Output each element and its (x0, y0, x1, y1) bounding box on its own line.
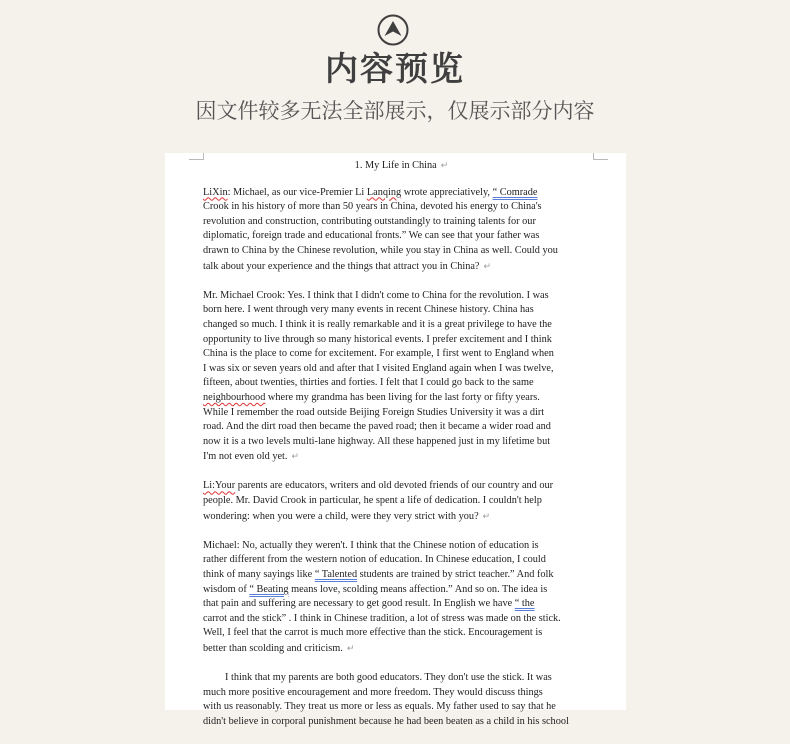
text-line (203, 362, 600, 377)
text-run: revolution and construction, contributing outstandingly to training talents for our (203, 215, 536, 227)
text-run: wondering: when you were a child, were they very strict with you? (203, 510, 479, 522)
text-run: I think that my parents are both good educators. They don't use the stick. It was (225, 672, 552, 684)
text-line (203, 626, 600, 641)
preview-banner (0, 0, 790, 150)
text-run: : Michael, as our vice-Premier Li (227, 186, 367, 198)
text-run: diplomatic, foreign trade and educational fronts.” We can see that your father was (203, 230, 540, 242)
text-line (203, 449, 600, 465)
text-run: now it is a two levels multi-lane highway. All these happened just in my lifetime but (203, 435, 551, 447)
text-run: didn't believe in corporal punishment because he had been beaten as a child in his school (203, 715, 569, 727)
text-line (203, 200, 600, 215)
text-line (203, 597, 600, 612)
text-line (203, 583, 600, 598)
text-run: parents are educators, writers and old devoted friends of our country and our (235, 480, 554, 492)
text-run: drawn to China by the Chinese revolution, while you stay in China as well. Could you (203, 244, 558, 256)
paragraph-mark: ↵ (482, 510, 491, 521)
text-line (203, 641, 600, 657)
document-paragraphs (203, 186, 600, 730)
document-paragraph (203, 186, 600, 275)
upload-arrow-icon (377, 14, 409, 46)
paragraph-mark: ↵ (483, 260, 492, 271)
text-line (203, 303, 600, 318)
text-line (203, 333, 600, 348)
text-run: I'm not even old yet. (203, 451, 288, 463)
text-line (203, 612, 600, 627)
text-run: where my grandma has been living for the last forty or fifty years. (265, 391, 540, 403)
page-subtitle: 因文件较多无法全部展示，仅展示部分内容 (195, 99, 595, 123)
paragraph-mark: ↵ (440, 160, 449, 170)
text-run: Crook in his history of more than 50 years in China, devoted his energy to China's (203, 201, 542, 213)
text-line (203, 406, 600, 421)
text-run: means love, scolding means affection.” And so on. The idea is (288, 583, 548, 595)
text-line (203, 318, 600, 333)
text-run: rather different from the western notion of education. In Chinese education, I could (203, 554, 546, 566)
text-run: students are trained by strict teacher.” And folk (357, 569, 554, 581)
text-run: talk about your experience and the things that attract you in China? (203, 260, 480, 272)
grammar-underlined-word: “ Beating (249, 583, 289, 595)
text-run: fifteen, about twenties, thirties and forties. I felt that I could go back to the same (203, 377, 534, 389)
text-run: think of many sayings like (203, 569, 315, 581)
document-paragraph (203, 671, 600, 729)
text-line (203, 215, 600, 230)
text-line (203, 376, 600, 391)
text-line (203, 494, 600, 509)
text-line (203, 700, 600, 715)
document-paragraph (203, 539, 600, 657)
grammar-underlined-word: “ Talented (314, 569, 358, 581)
text-line (203, 568, 600, 583)
text-run: changed so much. I think it is really remarkable and it is a great privilege to have the (203, 318, 552, 330)
text-run: wisdom of (203, 583, 250, 595)
text-line (203, 259, 600, 275)
text-line (203, 289, 600, 304)
grammar-underlined-word: “ Comrade (492, 186, 538, 198)
text-line (203, 347, 600, 362)
text-run: people. Mr. David Crook in particular, he spent a life of dedication. I couldn't help (203, 495, 542, 507)
spellcheck-underlined-word: Lanqing (366, 186, 402, 198)
text-line (203, 479, 600, 494)
document-body (203, 158, 600, 744)
text-run: Well, I feel that the carrot is much more effective than the stick. Encouragement is (203, 627, 543, 639)
text-run: While I remember the road outside Beijing Foreign Studies University it was a dirt (203, 406, 545, 418)
text-line (203, 435, 600, 450)
text-line (203, 420, 600, 435)
text-line (203, 539, 600, 554)
page-title: 内容预览 (325, 49, 465, 88)
text-run: carrot and the stick” . I think in Chinese tradition, a lot of stress was made on the stick. (203, 612, 561, 624)
text-line (203, 715, 600, 730)
paragraph-mark: ↵ (291, 451, 300, 462)
text-run: Michael: No, actually they weren't. I think that the Chinese notion of education is (203, 539, 539, 551)
text-line (203, 391, 600, 406)
text-run: with us reasonably. They treat us more or less as equals. My father used to say that he (203, 701, 556, 713)
paragraph-mark: ↵ (346, 643, 355, 653)
text-line (203, 686, 600, 701)
spellcheck-underlined-word: Li:Your (203, 480, 236, 492)
text-run: opportunity to live through so many historical events. I prefer excitement and I think (203, 333, 552, 345)
text-run: born here. I went through very many events in recent Chinese history. China has (203, 304, 534, 316)
spellcheck-underlined-word: LiXin (203, 186, 228, 198)
text-run: Mr. Michael Crook: Yes. I think that I didn't come to China for the revolution. I was (203, 289, 549, 301)
spellcheck-underlined-word: neighbourhood (203, 391, 266, 403)
document-preview-page[interactable] (165, 153, 626, 727)
page-margin-corner-mark (189, 153, 204, 160)
text-run: wrote appreciatively, (401, 186, 493, 198)
text-run: road. And the dirt road then became the paved road; then it became a wider road and (203, 421, 551, 433)
text-line (203, 186, 600, 201)
document-heading (203, 158, 600, 174)
text-run: China is the place to come for excitement. For example, I first went to England when (203, 348, 554, 360)
text-line (203, 671, 600, 686)
text-line (203, 229, 600, 244)
text-run: I was six or seven years old and after that I visited England again when I was twelve, (203, 362, 554, 374)
text-line (203, 509, 600, 525)
document-paragraph (203, 289, 600, 465)
text-line (203, 553, 600, 568)
text-line (203, 244, 600, 259)
text-run: much more positive encouragement and more freedom. They would discuss things (203, 686, 543, 698)
document-paragraph (203, 479, 600, 524)
text-run: that pain and suffering are necessary to get good result. In English we have (203, 598, 515, 610)
text-run: better than scolding and criticism. (203, 643, 343, 654)
document-heading-text: 1. My Life in China (354, 160, 437, 171)
grammar-underlined-word: “ the (514, 598, 535, 610)
